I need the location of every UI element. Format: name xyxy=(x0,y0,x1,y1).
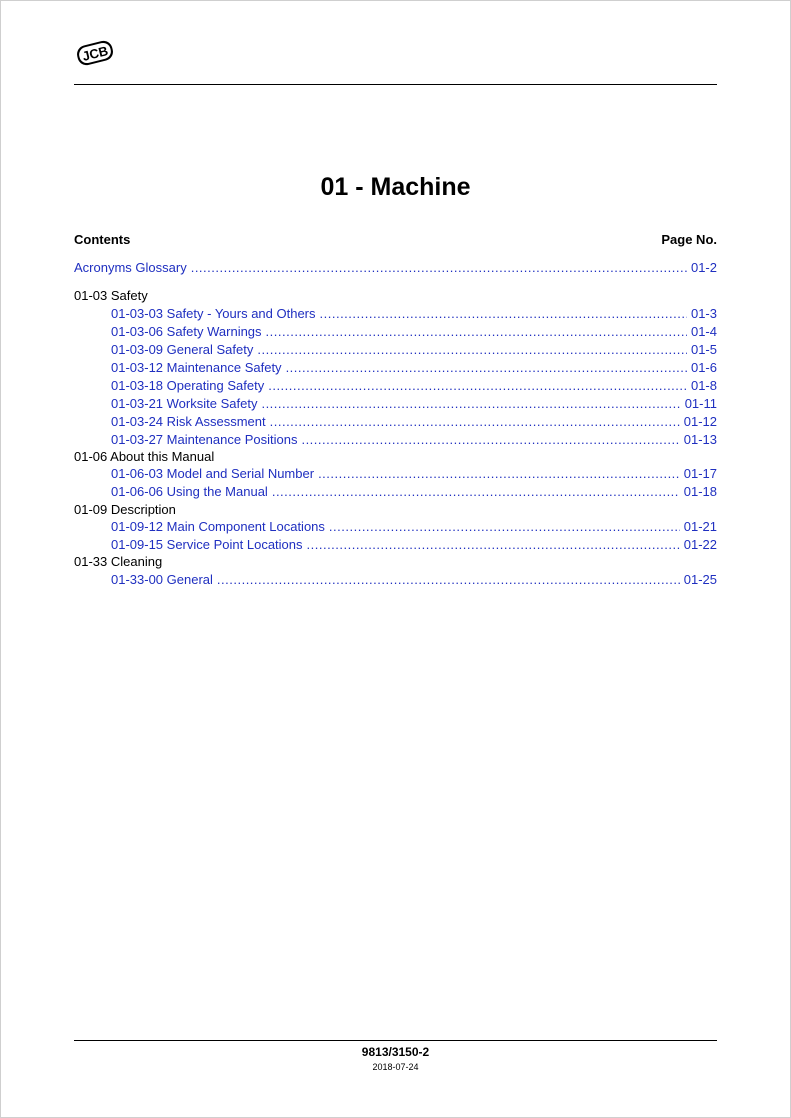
dot-leader xyxy=(307,536,680,554)
toc-link-label: 01-03-21 Worksite Safety xyxy=(111,396,258,411)
toc-page-number: 01-3 xyxy=(690,306,717,321)
toc-link[interactable] xyxy=(111,518,717,536)
toc-link[interactable] xyxy=(111,571,717,589)
toc-page-number: 01-21 xyxy=(683,519,717,534)
dot-leader xyxy=(270,413,680,431)
toc-page-number: 01-17 xyxy=(683,466,717,481)
toc-link[interactable] xyxy=(111,483,717,501)
dot-leader xyxy=(257,341,687,359)
footer-rule xyxy=(74,1040,717,1041)
dot-leader xyxy=(318,465,680,483)
toc-section-heading: 01-03 Safety xyxy=(74,288,148,303)
toc-link[interactable] xyxy=(111,341,717,359)
toc-page-number: 01-4 xyxy=(690,324,717,339)
toc-section-heading: 01-09 Description xyxy=(74,502,176,517)
dot-leader xyxy=(320,305,687,323)
toc-page-number: 01-25 xyxy=(683,572,717,587)
toc-link[interactable] xyxy=(111,465,717,483)
toc-link-label: Acronyms Glossary xyxy=(74,260,187,275)
jcb-logo xyxy=(74,36,116,70)
toc-page-number: 01-12 xyxy=(683,414,717,429)
dot-leader xyxy=(191,259,687,277)
toc-link-label: 01-03-09 General Safety xyxy=(111,342,254,357)
toc-link-label: 01-06-06 Using the Manual xyxy=(111,484,268,499)
dot-leader xyxy=(261,395,680,413)
toc-link[interactable] xyxy=(111,395,717,413)
toc-link[interactable] xyxy=(111,377,717,395)
toc-link-acronyms-glossary[interactable] xyxy=(74,259,717,277)
toc-link[interactable] xyxy=(111,323,717,341)
toc-page-number: 01-18 xyxy=(683,484,717,499)
toc-link-label: 01-03-12 Maintenance Safety xyxy=(111,360,282,375)
contents-label: Contents xyxy=(74,232,131,247)
toc-link[interactable] xyxy=(111,413,717,431)
toc-link[interactable] xyxy=(111,536,717,554)
toc-link-label: 01-33-00 General xyxy=(111,572,213,587)
toc-link-label: 01-03-03 Safety - Yours and Others xyxy=(111,306,316,321)
toc-link[interactable] xyxy=(111,431,717,449)
toc-link[interactable] xyxy=(111,305,717,323)
page-no-label: Page No. xyxy=(661,232,717,247)
toc-link-label: 01-06-03 Model and Serial Number xyxy=(111,466,315,481)
dot-leader xyxy=(217,571,680,589)
jcb-logo-text: JCB xyxy=(80,43,110,64)
toc-page-number: 01-2 xyxy=(690,260,717,275)
toc-link-label: 01-03-06 Safety Warnings xyxy=(111,324,262,339)
dot-leader xyxy=(329,518,680,536)
toc-link[interactable] xyxy=(111,359,717,377)
dot-leader xyxy=(268,377,687,395)
toc-section-heading: 01-33 Cleaning xyxy=(74,554,163,569)
dot-leader xyxy=(266,323,687,341)
dot-leader xyxy=(272,483,680,501)
toc-page-number: 01-11 xyxy=(684,396,717,411)
toc-link-label: 01-03-27 Maintenance Positions xyxy=(111,432,298,447)
toc-link-label: 01-03-24 Risk Assessment xyxy=(111,414,266,429)
toc-page-number: 01-6 xyxy=(690,360,717,375)
header-rule xyxy=(74,84,717,85)
contents-header xyxy=(74,232,717,247)
toc-link-label: 01-09-15 Service Point Locations xyxy=(111,537,303,552)
footer-date: 2018-07-24 xyxy=(372,1062,419,1072)
footer-document-number: 9813/3150-2 xyxy=(361,1045,430,1059)
chapter-title: 01 - Machine xyxy=(320,173,471,201)
toc-section-heading: 01-06 About this Manual xyxy=(74,449,215,464)
dot-leader xyxy=(301,431,679,449)
dot-leader xyxy=(286,359,687,377)
toc-page-number: 01-8 xyxy=(690,378,717,393)
toc-page-number: 01-13 xyxy=(683,432,717,447)
toc-link-label: 01-09-12 Main Component Locations xyxy=(111,519,325,534)
toc-link-label: 01-03-18 Operating Safety xyxy=(111,378,265,393)
toc-page-number: 01-22 xyxy=(683,537,717,552)
toc-page-number: 01-5 xyxy=(690,342,717,357)
